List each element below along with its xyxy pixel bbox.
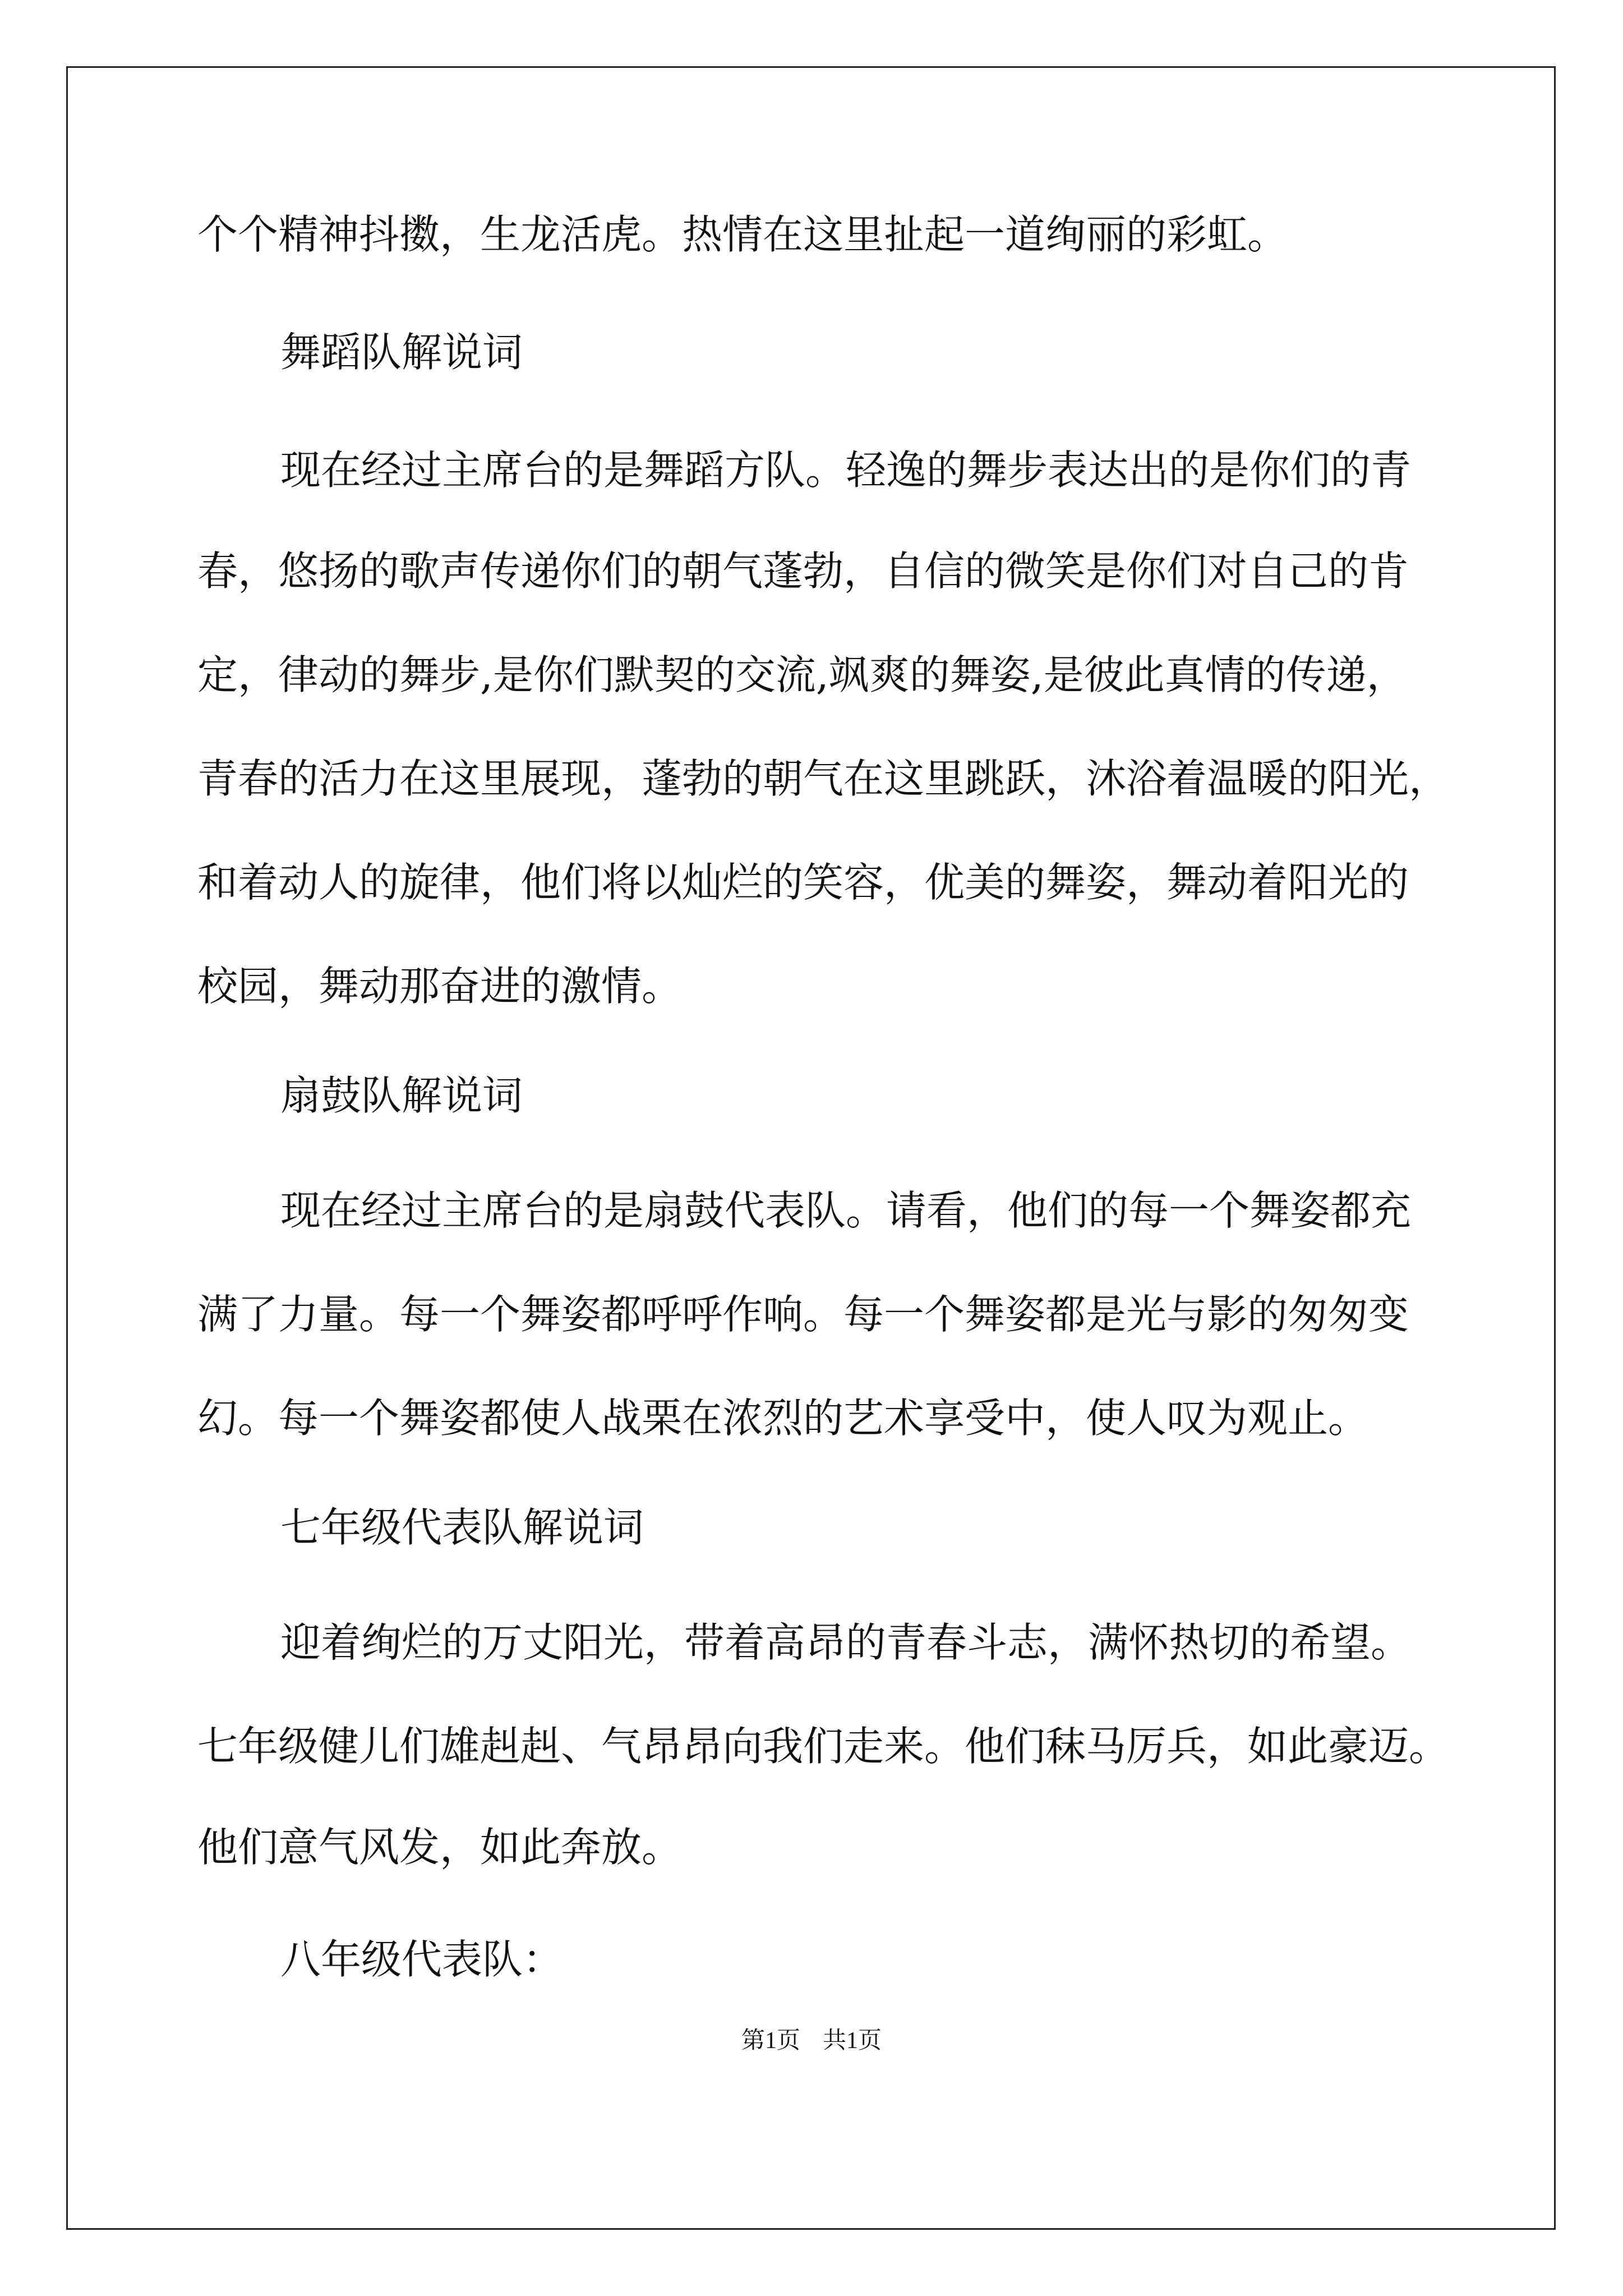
body-line-7: 和着动人的旋律，他们将以灿烂的笑容，优美的舞姿，舞动着阳光的 — [197, 859, 1409, 906]
body-line-6: 青春的活力在这里展现，蓬勃的朝气在这里跳跃，沐浴着温暖的阳光， — [197, 755, 1450, 802]
body-line-4: 春，悠扬的歌声传递你们的朝气蓬勃，自信的微笑是你们对自己的肯 — [197, 547, 1409, 595]
heading-grade7-team: 七年级代表队解说词 — [280, 1504, 644, 1551]
body-line-12: 幻。每一个舞姿都使人战栗在浓烈的艺术享受中，使人叹为观止。 — [197, 1395, 1369, 1442]
heading-fan-drum-team: 扇鼓队解说词 — [280, 1072, 523, 1119]
page-number-total: 共1页 — [823, 2028, 882, 2054]
page-number-current: 第1页 — [741, 2028, 800, 2054]
body-line-5: 定，律动的舞步,是你们默契的交流,飒爽的舞姿,是彼此真情的传递， — [197, 651, 1407, 698]
body-line-14: 迎着绚烂的万丈阳光，带着高昂的青春斗志，满怀热切的希望。 — [280, 1619, 1412, 1666]
body-line-11: 满了力量。每一个舞姿都呼呼作响。每一个舞姿都是光与影的匆匆变 — [197, 1291, 1409, 1338]
page-footer — [0, 2024, 1623, 2058]
body-line-1: 个个精神抖擞，生龙活虎。热情在这里扯起一道绚丽的彩虹。 — [197, 211, 1288, 258]
heading-dance-team: 舞蹈队解说词 — [280, 329, 523, 376]
body-line-10: 现在经过主席台的是扇鼓代表队。请看，他们的每一个舞姿都充 — [280, 1187, 1412, 1234]
body-line-8: 校园，舞动那奋进的激情。 — [197, 963, 683, 1010]
heading-grade8-team: 八年级代表队： — [280, 1936, 564, 1983]
body-line-16: 他们意气风发，如此奔放。 — [197, 1824, 683, 1871]
body-line-15: 七年级健儿们雄赳赳、气昂昂向我们走来。他们秣马厉兵，如此豪迈。 — [197, 1723, 1450, 1770]
body-line-3: 现在经过主席台的是舞蹈方队。轻逸的舞步表达出的是你们的青 — [280, 447, 1412, 494]
page-border — [66, 66, 1556, 2230]
